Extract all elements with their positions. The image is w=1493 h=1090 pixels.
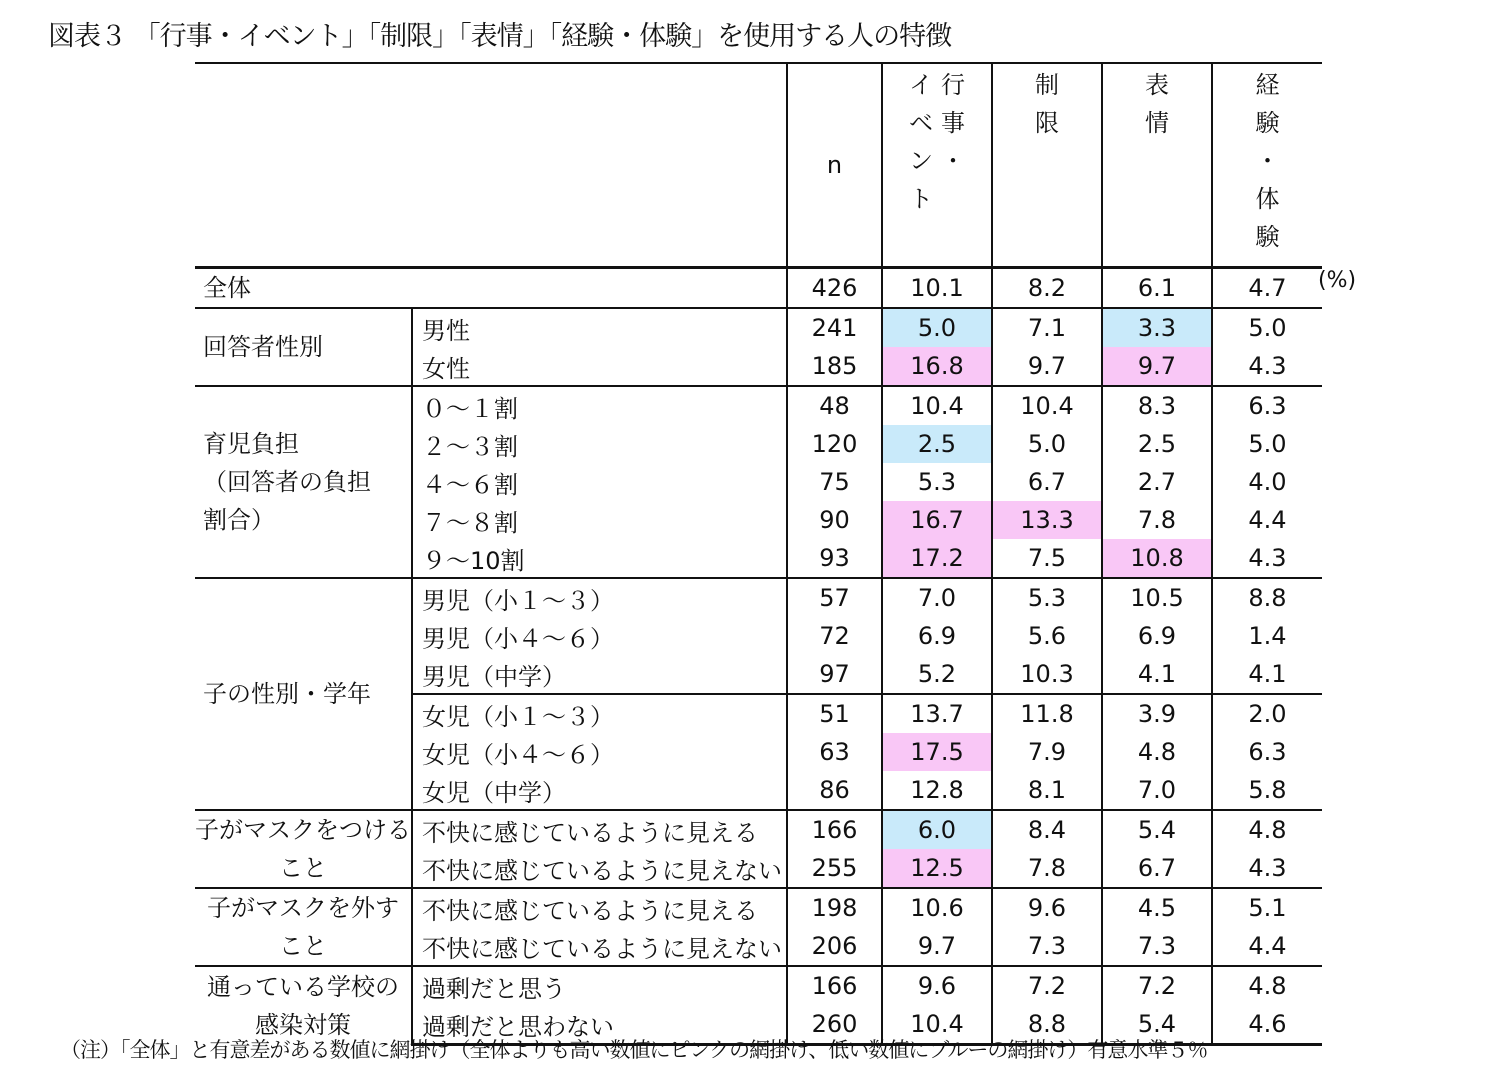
header-blank [195, 63, 787, 268]
value-cell: 13.3 [992, 501, 1102, 539]
value-cell: 8.8 [1212, 578, 1322, 617]
value-cell: 4.3 [1212, 347, 1322, 386]
value-cell: 4.8 [1212, 966, 1322, 1005]
value-cell: 7.2 [992, 966, 1102, 1005]
header-n: n [787, 63, 882, 268]
group-label-line: 感染対策 [255, 1010, 351, 1039]
value-cell: 7.8 [992, 849, 1102, 888]
row-n: 86 [787, 771, 882, 810]
value-cell: 9.6 [992, 888, 1102, 927]
group-label-line: 回答者性別 [203, 333, 323, 361]
group-label [195, 308, 412, 386]
row-label: 女児（小１～３） [412, 694, 787, 733]
value-cell: 4.3 [1212, 539, 1322, 578]
table-row [195, 888, 1322, 927]
row-n: 48 [787, 386, 882, 425]
value-cell: 5.4 [1102, 1005, 1212, 1045]
table-row [195, 810, 1322, 849]
row-n: 260 [787, 1005, 882, 1045]
value-cell: 9.7 [1102, 347, 1212, 386]
row-n: 72 [787, 617, 882, 655]
row-n: 166 [787, 810, 882, 849]
value-cell: 9.7 [992, 347, 1102, 386]
value-cell: 5.4 [1102, 810, 1212, 849]
row-n: 120 [787, 425, 882, 463]
row-label: 男児（小１～３） [412, 578, 787, 617]
value-cell: 6.3 [1212, 733, 1322, 771]
value-cell: 4.8 [1212, 810, 1322, 849]
value-cell: 2.5 [882, 425, 992, 463]
row-label: 不快に感じているように見える [412, 888, 787, 927]
row-n: 97 [787, 655, 882, 694]
group-label-line: こと [279, 854, 327, 882]
header-col-experience: 経 験 ・ 体 験 [1212, 63, 1322, 268]
value-cell: 4.4 [1212, 927, 1322, 966]
value-cell: 5.6 [992, 617, 1102, 655]
row-n: 185 [787, 347, 882, 386]
row-label: 不快に感じているように見える [412, 810, 787, 849]
row-n: 206 [787, 927, 882, 966]
value-cell: 8.4 [992, 810, 1102, 849]
figure-title: 図表３ 「行事・イベント」「制限」「表情」「経験・体験」を使用する人の特徴 [48, 21, 952, 52]
value-cell: 5.2 [882, 655, 992, 694]
value-cell: 5.3 [992, 578, 1102, 617]
value-cell: 2.7 [1102, 463, 1212, 501]
value-cell: 4.3 [1212, 849, 1322, 888]
total-n: 426 [787, 268, 882, 309]
group-label-line: 育児負担 [203, 430, 299, 458]
row-label: 過剰だと思わない [412, 1005, 787, 1045]
value-cell: 17.2 [882, 539, 992, 578]
value-cell: 10.4 [882, 1005, 992, 1045]
group-label-line: 子がマスクを外す [207, 894, 399, 922]
value-cell: 6.7 [992, 463, 1102, 501]
data-table [195, 62, 1322, 1046]
value-cell: 4.1 [1212, 655, 1322, 694]
total-value: 8.2 [992, 268, 1102, 309]
value-cell: 7.8 [1102, 501, 1212, 539]
value-cell: 5.0 [1212, 308, 1322, 347]
header-col-restriction: 制 限 [992, 63, 1102, 268]
value-cell: 10.4 [882, 386, 992, 425]
value-cell: 10.4 [992, 386, 1102, 425]
value-cell: 13.7 [882, 694, 992, 733]
table-row [195, 386, 1322, 425]
group-label [195, 386, 412, 578]
value-cell: 7.0 [882, 578, 992, 617]
group-label-line: 通っている学校の [207, 972, 399, 1001]
group-label-line: 子がマスクをつける [195, 816, 411, 844]
group-label [195, 966, 412, 1045]
value-cell: 6.3 [1212, 386, 1322, 425]
group-label [195, 578, 412, 810]
value-cell: 16.8 [882, 347, 992, 386]
value-cell: 5.8 [1212, 771, 1322, 810]
footnote: （注）「全体」と有意差がある数値に網掛け（全体よりも高い数値にピンクの網掛け、低い数値にブルーの網掛け）有意水準５％ [60, 1038, 1208, 1062]
value-cell: 7.9 [992, 733, 1102, 771]
row-label: 不快に感じているように見えない [412, 927, 787, 966]
header-col-expression: 表 情 [1102, 63, 1212, 268]
total-row [195, 268, 1322, 309]
value-cell: 4.5 [1102, 888, 1212, 927]
table-row [195, 966, 1322, 1005]
row-label: ０～１割 [412, 386, 787, 425]
value-cell: 12.8 [882, 771, 992, 810]
value-cell: 6.0 [882, 810, 992, 849]
row-label: 男児（中学） [412, 655, 787, 694]
row-label: 女児（小４～６） [412, 733, 787, 771]
group-label-line: （回答者の負担 [203, 468, 371, 496]
value-cell: 10.3 [992, 655, 1102, 694]
row-n: 51 [787, 694, 882, 733]
row-label: ７～８割 [412, 501, 787, 539]
table-row [195, 578, 1322, 617]
value-cell: 5.0 [882, 308, 992, 347]
value-cell: 7.3 [1102, 927, 1212, 966]
value-cell: 4.0 [1212, 463, 1322, 501]
row-label: 女児（中学） [412, 771, 787, 810]
row-label: 男性 [412, 308, 787, 347]
value-cell: 16.7 [882, 501, 992, 539]
row-n: 241 [787, 308, 882, 347]
value-cell: 11.8 [992, 694, 1102, 733]
header-col-event: 行 事 ・ イ ベ ン ト [882, 63, 992, 268]
value-cell: 6.9 [882, 617, 992, 655]
row-n: 57 [787, 578, 882, 617]
value-cell: 5.0 [1212, 425, 1322, 463]
value-cell: 4.8 [1102, 733, 1212, 771]
row-n: 63 [787, 733, 882, 771]
value-cell: 4.4 [1212, 501, 1322, 539]
value-cell: 9.6 [882, 966, 992, 1005]
group-label [195, 810, 412, 888]
row-n: 255 [787, 849, 882, 888]
total-value: 6.1 [1102, 268, 1212, 309]
value-cell: 2.0 [1212, 694, 1322, 733]
total-value: 10.1 [882, 268, 992, 309]
value-cell: 17.5 [882, 733, 992, 771]
row-label: 男児（小４～６） [412, 617, 787, 655]
unit-label: (%) [1318, 268, 1357, 293]
value-cell: 3.9 [1102, 694, 1212, 733]
value-cell: 7.5 [992, 539, 1102, 578]
row-n: 90 [787, 501, 882, 539]
value-cell: 6.7 [1102, 849, 1212, 888]
row-label: 女性 [412, 347, 787, 386]
value-cell: 9.7 [882, 927, 992, 966]
value-cell: 5.1 [1212, 888, 1322, 927]
row-label: ９～10割 [412, 539, 787, 578]
value-cell: 4.6 [1212, 1005, 1322, 1045]
value-cell: 1.4 [1212, 617, 1322, 655]
value-cell: 2.5 [1102, 425, 1212, 463]
value-cell: 7.1 [992, 308, 1102, 347]
table-row [195, 308, 1322, 347]
value-cell: 7.2 [1102, 966, 1212, 1005]
row-n: 198 [787, 888, 882, 927]
row-label: 不快に感じているように見えない [412, 849, 787, 888]
group-label-line: 子の性別・学年 [203, 680, 371, 708]
row-label: 過剰だと思う [412, 966, 787, 1005]
group-label [195, 888, 412, 966]
total-label: 全体 [195, 268, 787, 309]
value-cell: 10.5 [1102, 578, 1212, 617]
row-n: 75 [787, 463, 882, 501]
value-cell: 3.3 [1102, 308, 1212, 347]
header-row [195, 63, 1322, 268]
value-cell: 6.9 [1102, 617, 1212, 655]
value-cell: 8.1 [992, 771, 1102, 810]
row-label: ２～３割 [412, 425, 787, 463]
row-label: ４～６割 [412, 463, 787, 501]
row-n: 166 [787, 966, 882, 1005]
value-cell: 7.3 [992, 927, 1102, 966]
value-cell: 12.5 [882, 849, 992, 888]
row-n: 93 [787, 539, 882, 578]
value-cell: 4.1 [1102, 655, 1212, 694]
group-label-line: 割合） [203, 506, 275, 534]
group-label-line: こと [279, 932, 327, 960]
value-cell: 10.8 [1102, 539, 1212, 578]
value-cell: 10.6 [882, 888, 992, 927]
value-cell: 7.0 [1102, 771, 1212, 810]
value-cell: 8.3 [1102, 386, 1212, 425]
value-cell: 8.8 [992, 1005, 1102, 1045]
total-value: 4.7 [1212, 268, 1322, 309]
value-cell: 5.3 [882, 463, 992, 501]
value-cell: 5.0 [992, 425, 1102, 463]
